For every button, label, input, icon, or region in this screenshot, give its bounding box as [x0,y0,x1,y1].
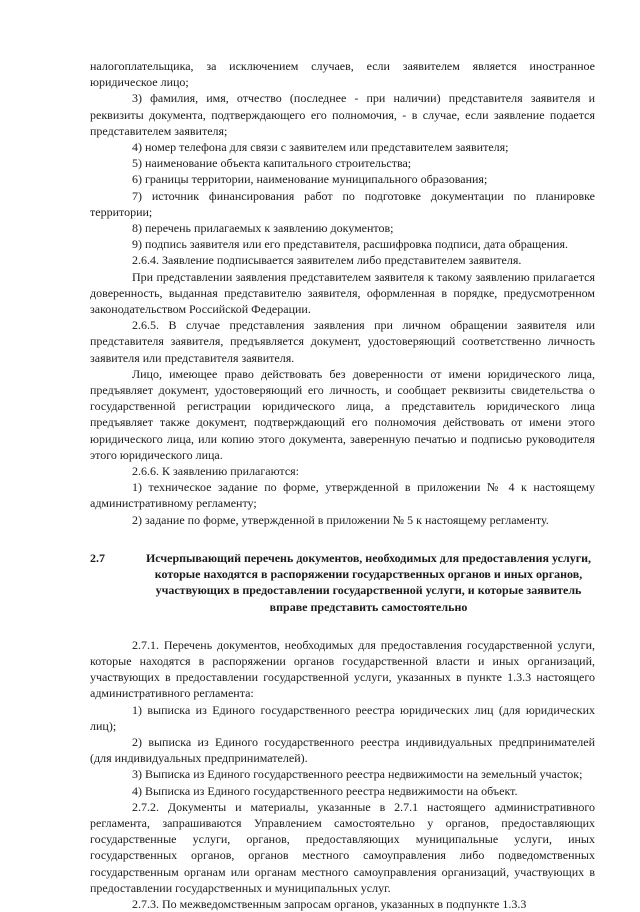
paragraph: 3) Выписка из Единого государственного реестра недвижимости на земельный участок; [132,767,583,782]
paragraph: 7) источник финансирования работ по подготовке документации по планировке территории; [90,188,595,219]
paragraph: 2.6.6. К заявлению прилагаются: [132,464,300,479]
paragraph: налогоплательщика, за исключением случаев, если заявителем является иностранное юридическое лицо; [90,59,595,90]
paragraph: 2.6.4. Заявление подписывается заявителем либо представителем заявителя. [132,253,522,268]
paragraph: 8) перечень прилагаемых к заявлению документов; [132,221,394,236]
paragraph: 1) техническое задание по форме, утвержденной в приложении № 4 к настоящему административному регламенту; [90,480,595,511]
paragraph: 9) подпись заявителя или его представителя, расшифровка подписи, дата обращения. [132,237,568,252]
document-page [90,58,595,912]
paragraph: 2) задание по форме, утвержденной в приложении № 5 к настоящему регламенту. [132,512,549,527]
paragraph: 1) выписка из Единого государственного реестра юридических лиц (для юридических лиц); [90,702,595,733]
paragraph: 2.7.2. Документы и материалы, указанные в 2.7.1 настоящего административного регламента, запрашиваются Управлением самостоятельно у органов, предоставляющих государственные услуги, органов, предоставляющих муниципальные услуги, иных государственных органов, органов местного самоуправления либо подведомственных государственным органам или органам местного самоуправления организаций, участвующих в предоставлении государственных и муниципальных услуг. [90,799,595,895]
paragraph: 4) номер телефона для связи с заявителем или представителем заявителя; [132,140,509,155]
paragraph: Лицо, имеющее право действовать без доверенности от имени юридического лица, предъявляет документ, удостоверяющий его личность, и сообщает реквизиты свидетельства о государственной регистрации юридического лица, а представитель юридического лица предъявляет также документ, подтверждающий его полномочия действовать от имени этого юридического лица, или копию этого документа, заверенную печатью и подписью руководителя этого юридического лица. [90,366,595,462]
paragraph: 4) Выписка из Единого государственного реестра недвижимости на объект. [132,783,518,798]
paragraph: 3) фамилия, имя, отчество (последнее - при наличии) представителя заявителя и реквизиты документа, подтверждающего его полномочия, - в случае, если заявление подается представителем заявителя; [90,91,595,138]
section-heading [90,550,595,615]
section-title: Исчерпывающий перечень документов, необходимых для предоставления услуги, которые находятся в распоряжении государственных органов и иных органов, участвующих в предоставлении государственной услуги, и которые заявитель вправе представить самостоятельно [145,550,592,614]
paragraph: 5) наименование объекта капитального строительства; [132,156,412,171]
paragraph: 2) выписка из Единого государственного реестра индивидуальных предпринимателей (для индивидуальных предпринимателей). [90,734,595,766]
paragraph: 6) границы территории, наименование муниципального образования; [132,172,488,187]
paragraph: 2.7.1. Перечень документов, необходимых для предоставления государственной услуги, которые находятся в распоряжении органов государственной власти и иных организаций, участвующих в предоставлении государственной услуги, указанных в пункте 1.3.3 настоящего административного регламента: [90,637,595,701]
paragraph: 2.7.3. По межведомственным запросам органов, указанных в подпункте 1.3.3 [132,896,527,911]
paragraph: 2.6.5. В случае представления заявления при личном обращении заявителя или представителя заявителя, предъявляется документ, удостоверяющий соответственно личность заявителя или представителя заявителя. [90,318,595,365]
section-number: 2.7 [90,550,105,565]
paragraph: При представлении заявления представителем заявителя к такому заявлению прилагается доверенность, выданная представителю заявителя, оформленная в порядке, предусмотренном законодательством Российской Федерации. [90,269,595,317]
